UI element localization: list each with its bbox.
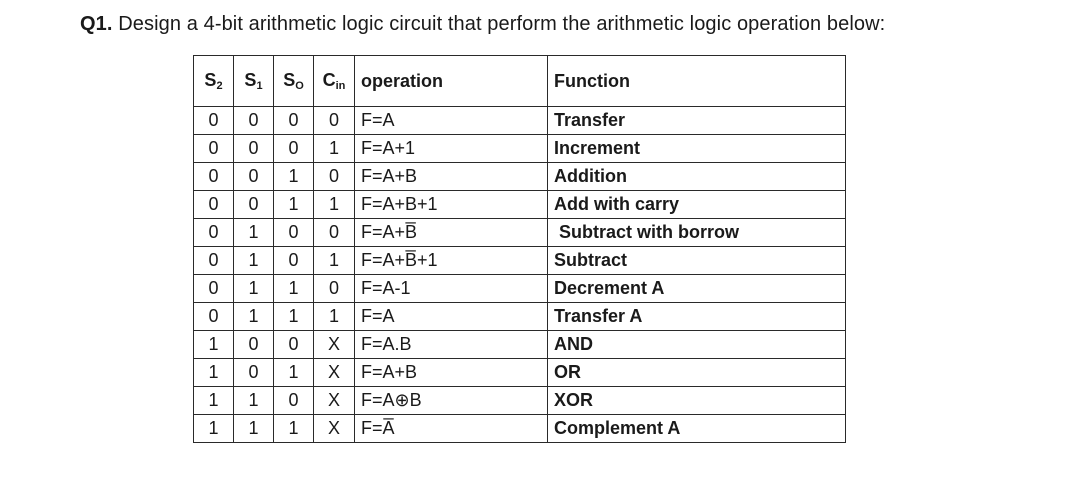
cell-cin: 0 — [314, 219, 355, 247]
cell-s2: 0 — [194, 303, 234, 331]
cell-function: Decrement A — [548, 275, 846, 303]
cell-s2: 1 — [194, 331, 234, 359]
cell-s2: 0 — [194, 163, 234, 191]
question-text: Design a 4-bit arithmetic logic circuit that perform the arithmetic logic operation below: — [112, 13, 886, 35]
cell-function: OR — [548, 359, 846, 387]
cell-cin: 1 — [314, 191, 355, 219]
cell-operation: F=A+B — [355, 359, 548, 387]
cell-function: Add with carry — [548, 191, 846, 219]
cell-cin: 1 — [314, 303, 355, 331]
cell-s2: 0 — [194, 107, 234, 135]
cell-function: AND — [548, 331, 846, 359]
cell-cin: X — [314, 387, 355, 415]
table-row — [194, 191, 846, 219]
table-row — [194, 387, 846, 415]
cell-s1: 1 — [234, 303, 274, 331]
table-row — [194, 359, 846, 387]
cell-s2: 0 — [194, 191, 234, 219]
table-row — [194, 331, 846, 359]
cell-s2: 0 — [194, 135, 234, 163]
cell-s1: 1 — [234, 415, 274, 443]
header-s1: $S_1$ — [234, 56, 274, 107]
table-row — [194, 107, 846, 135]
cell-cin: 1 — [314, 247, 355, 275]
header-s0: $S_O$ — [274, 56, 314, 107]
cell-s0: 0 — [274, 107, 314, 135]
table-row — [194, 135, 846, 163]
question-heading — [80, 13, 885, 36]
table-row — [194, 415, 846, 443]
operation-table — [193, 55, 846, 443]
table-row — [194, 163, 846, 191]
cell-s0: 0 — [274, 387, 314, 415]
cell-operation: F=A⊕B — [355, 387, 548, 415]
cell-cin: X — [314, 331, 355, 359]
cell-s1: 0 — [234, 191, 274, 219]
cell-s0: 0 — [274, 247, 314, 275]
cell-cin: X — [314, 359, 355, 387]
cell-s1: 1 — [234, 387, 274, 415]
table-row — [194, 303, 846, 331]
cell-operation: F=A+B̅+1 — [355, 247, 548, 275]
cell-function: Subtract with borrow — [548, 219, 846, 247]
header-operation: operation — [355, 56, 548, 107]
cell-s1: 0 — [234, 359, 274, 387]
cell-s0: 1 — [274, 163, 314, 191]
cell-s2: 0 — [194, 219, 234, 247]
table-row — [194, 275, 846, 303]
cell-s2: 1 — [194, 387, 234, 415]
cell-operation: F=A.B — [355, 331, 548, 359]
cell-s0: 0 — [274, 135, 314, 163]
cell-cin: X — [314, 415, 355, 443]
cell-cin: 0 — [314, 107, 355, 135]
header-cin: $C_{in}$ — [314, 56, 355, 107]
table-row — [194, 247, 846, 275]
cell-s2: 1 — [194, 359, 234, 387]
cell-s0: 1 — [274, 415, 314, 443]
cell-s1: 0 — [234, 163, 274, 191]
cell-s2: 1 — [194, 415, 234, 443]
cell-operation: F=A+B — [355, 163, 548, 191]
header-s2: $S_2$ — [194, 56, 234, 107]
cell-s0: 0 — [274, 219, 314, 247]
cell-operation: F=A-1 — [355, 275, 548, 303]
table-row — [194, 219, 846, 247]
cell-function: Complement A — [548, 415, 846, 443]
cell-s1: 0 — [234, 331, 274, 359]
cell-s2: 0 — [194, 247, 234, 275]
cell-s1: 0 — [234, 107, 274, 135]
cell-operation: F=A+1 — [355, 135, 548, 163]
cell-function: XOR — [548, 387, 846, 415]
cell-s0: 1 — [274, 303, 314, 331]
cell-s0: 1 — [274, 359, 314, 387]
cell-operation: F=A̅ — [355, 415, 548, 443]
cell-cin: 1 — [314, 135, 355, 163]
cell-s1: 1 — [234, 219, 274, 247]
cell-function: Transfer — [548, 107, 846, 135]
cell-function: Subtract — [548, 247, 846, 275]
cell-s2: 0 — [194, 275, 234, 303]
cell-function: Addition — [548, 163, 846, 191]
cell-s0: 1 — [274, 275, 314, 303]
cell-function: Transfer A — [548, 303, 846, 331]
cell-cin: 0 — [314, 275, 355, 303]
cell-cin: 0 — [314, 163, 355, 191]
cell-s0: 0 — [274, 331, 314, 359]
question-number: Q1. — [80, 13, 113, 35]
cell-function: Increment — [548, 135, 846, 163]
header-function: Function — [548, 56, 846, 107]
cell-operation: F=A — [355, 107, 548, 135]
cell-s1: 1 — [234, 247, 274, 275]
cell-operation: F=A+B+1 — [355, 191, 548, 219]
cell-operation: F=A+B̅ — [355, 219, 548, 247]
cell-s1: 0 — [234, 135, 274, 163]
cell-s1: 1 — [234, 275, 274, 303]
table-header-row — [194, 56, 846, 107]
cell-operation: F=A — [355, 303, 548, 331]
cell-s0: 1 — [274, 191, 314, 219]
